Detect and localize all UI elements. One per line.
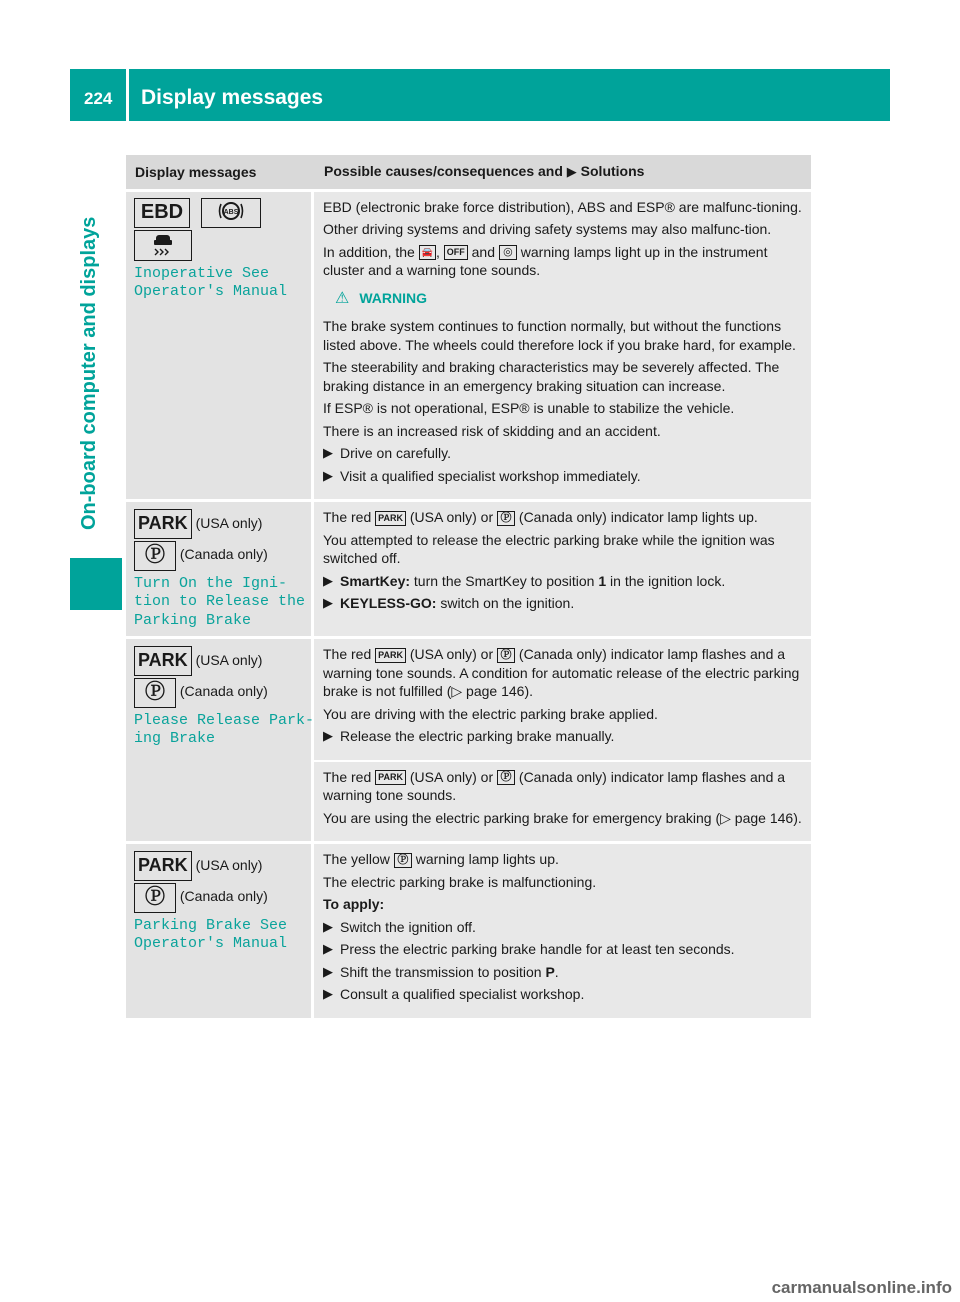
step-text: Switch the ignition off.: [340, 918, 476, 935]
display-text: [134, 711, 315, 749]
display-text-line: Please Release Park‐: [134, 711, 315, 729]
text-fragment: (Canada only) indicator lamp flashes and a warning tone sounds. A condition for automatic release of the electric parking brake is not fulfilled (▷ page 146).: [323, 646, 800, 700]
arrow-icon: ▶: [566, 164, 577, 179]
step-text: Press the electric parking brake handle for at least ten seconds.: [340, 941, 735, 958]
paragraph: In addition, the 🚘 , OFF and ◎ warning lamps light up in the instrument cluster and a warning tone sounds.: [323, 243, 768, 278]
table-row: [126, 639, 811, 762]
solution-step: [323, 594, 805, 613]
display-text-line: tion to Release the: [134, 593, 306, 611]
solution-step: ▶ Shift the transmission to position P.: [323, 963, 559, 980]
display-text-line: Operator's Manual: [134, 283, 288, 300]
parking-brake-p-icon: Ⓟ: [134, 541, 176, 571]
table-header-row: [126, 155, 811, 192]
text-fragment: (USA only) or: [409, 509, 494, 525]
text-fragment: and: [471, 243, 495, 260]
watermark: carmanualsonline.info: [771, 1278, 952, 1297]
causes-cell: [314, 762, 811, 845]
step-text: Release the electric parking brake manually.: [340, 728, 615, 745]
display-text-line: Parking Brake: [134, 611, 252, 629]
causes-cell: [314, 639, 811, 762]
causes-cell: [314, 192, 811, 503]
display-text: [134, 574, 306, 631]
display-text-line: Operator's Manual: [134, 935, 288, 953]
step-value: P: [545, 963, 555, 980]
arrow-icon: ▶: [323, 572, 333, 588]
display-text: [134, 917, 303, 954]
paragraph: There is an increased risk of skidding and an accident.: [323, 422, 661, 439]
region-label: (USA only): [195, 515, 263, 531]
text-fragment: warning lamp lights up.: [415, 851, 559, 868]
text-fragment: warning lamps light up in the instrument cluster and a warning tone sounds.: [323, 243, 768, 278]
display-text-line: ing Brake: [134, 730, 216, 748]
warning-triangle-icon: ⚠: [335, 289, 350, 307]
paragraph: The steerability and braking characteristics may be severely affected. The braking distance in an emergency braking situation can increase.: [323, 359, 780, 394]
paragraph: The brake system continues to function normally, but without the functions listed above. The wheels could therefore lock if you brake hard, for example.: [323, 318, 796, 353]
solution-step: [323, 467, 805, 486]
text-fragment: (Canada only) indicator lamp flashes and a warning tone sounds.: [323, 768, 786, 804]
causes-cell: [314, 502, 811, 639]
abs-small-icon: ◎: [499, 245, 517, 260]
step-text: Shift the transmission to position: [340, 963, 542, 980]
paragraph: If ESP® is not operational, ESP® is unable to stabilize the vehicle.: [323, 400, 735, 416]
parking-brake-p-icon: Ⓟ: [134, 883, 176, 913]
paragraph: [323, 508, 805, 527]
step-text: Visit a qualified specialist workshop immediately.: [340, 467, 641, 484]
svg-text:ABS: ABS: [223, 208, 239, 216]
col-header-causes-text: Possible causes/consequences and: [324, 163, 563, 179]
text-fragment: In addition, the: [323, 243, 415, 260]
display-message-cell: [126, 502, 314, 639]
table-row: [126, 192, 811, 503]
text-fragment: The yellow: [323, 851, 390, 868]
table-row: [126, 844, 811, 1021]
abs-icon: [201, 198, 261, 228]
park-icon: PARK: [134, 646, 192, 676]
display-text-line: Inoperative See: [134, 264, 270, 282]
arrow-icon: ▶: [323, 467, 333, 483]
arrow-icon: ▶: [323, 445, 333, 460]
solution-step: [323, 572, 805, 591]
region-label: (USA only): [195, 857, 263, 874]
step-text: in the ignition lock.: [610, 572, 726, 589]
col-header-solutions-text: Solutions: [580, 163, 645, 179]
arrow-icon: ▶: [323, 963, 333, 979]
step-label: KEYLESS-GO:: [340, 595, 437, 611]
warning-heading: [335, 289, 805, 309]
side-section-title: On-board computer and displays: [78, 216, 100, 530]
paragraph: You are using the electric parking brake for emergency braking (▷ page 146).: [323, 809, 802, 826]
arrow-icon: ▶: [323, 918, 333, 934]
text-fragment: The red: [323, 646, 372, 663]
parking-brake-p-small-icon: Ⓟ: [497, 648, 515, 663]
display-messages-table: [126, 155, 811, 1021]
park-small-icon: PARK: [375, 511, 406, 526]
parking-brake-p-small-icon: Ⓟ: [497, 770, 515, 785]
paragraph: The electric parking brake is malfunctioning.: [323, 873, 597, 890]
paragraph: EBD (electronic brake force distribution), ABS and ESP® are malfunc-tioning.: [323, 198, 802, 215]
display-message-cell: [126, 844, 314, 1021]
parking-brake-p-icon: Ⓟ: [134, 678, 176, 708]
page-number: 224: [84, 89, 113, 108]
table-row: [126, 502, 811, 639]
park-small-icon: PARK: [375, 648, 406, 663]
display-message-cell: [126, 192, 314, 503]
col-header-display-messages: Display messages: [126, 155, 314, 192]
paragraph: [323, 850, 805, 869]
paragraph: [323, 895, 805, 914]
text-fragment: (USA only) or: [409, 768, 494, 785]
region-label: (Canada only): [179, 546, 268, 563]
text-fragment: (USA only) or: [409, 646, 494, 663]
arrow-icon: ▶: [323, 941, 333, 957]
arrow-icon: ▶: [323, 595, 333, 610]
esp-off-small-icon: OFF: [444, 245, 468, 260]
display-text-line: Parking Brake See: [134, 916, 288, 934]
paragraph: [323, 768, 805, 805]
text-fragment: The red: [323, 509, 372, 525]
esp-skid-small-icon: 🚘: [419, 245, 436, 260]
solution-step: [323, 444, 805, 463]
display-message-cell: [126, 639, 314, 844]
step-value: 1: [598, 572, 607, 589]
warning-label: WARNING: [359, 289, 428, 306]
arrow-icon: ▶: [323, 728, 333, 744]
arrow-icon: ▶: [323, 986, 333, 1002]
display-text: [134, 265, 303, 302]
park-icon: PARK: [134, 851, 192, 881]
esp-skid-icon: [134, 230, 192, 261]
to-apply-label: To apply:: [323, 896, 385, 913]
paragraph: [323, 645, 805, 701]
paragraph: You are driving with the electric parking brake applied.: [323, 705, 658, 722]
parking-brake-p-small-icon: Ⓟ: [497, 511, 515, 526]
solution-step: [323, 985, 805, 1004]
header-divider: [126, 69, 129, 121]
parking-brake-p-small-icon: Ⓟ: [394, 853, 412, 868]
region-label: (Canada only): [179, 683, 268, 700]
step-label: SmartKey:: [340, 572, 411, 589]
step-text: switch on the ignition.: [440, 595, 575, 611]
region-label: (Canada only): [179, 888, 268, 905]
display-text-line: Turn On the Igni‐: [134, 574, 288, 592]
step-text: Drive on carefully.: [340, 445, 452, 461]
step-text: turn the SmartKey to position: [413, 572, 595, 589]
page-title: Display messages: [141, 86, 324, 109]
step-text: Consult a qualified specialist workshop.: [340, 986, 585, 1003]
ebd-icon: EBD: [134, 198, 190, 228]
solution-step: [323, 940, 805, 959]
region-label: (USA only): [195, 652, 263, 669]
paragraph: You attempted to release the electric parking brake while the ignition was switched off.: [323, 531, 775, 566]
col-header-causes: [314, 155, 811, 192]
park-icon: PARK: [134, 509, 192, 539]
solution-step: [323, 727, 805, 746]
park-small-icon: PARK: [375, 770, 406, 785]
text-fragment: (Canada only) indicator lamp lights up.: [518, 509, 758, 525]
causes-cell: [314, 844, 811, 1021]
text-fragment: The red: [323, 768, 372, 785]
side-tab-block: [70, 558, 122, 610]
solution-step: [323, 918, 805, 937]
paragraph: Other driving systems and driving safety systems may also malfunc-tion.: [323, 221, 772, 237]
